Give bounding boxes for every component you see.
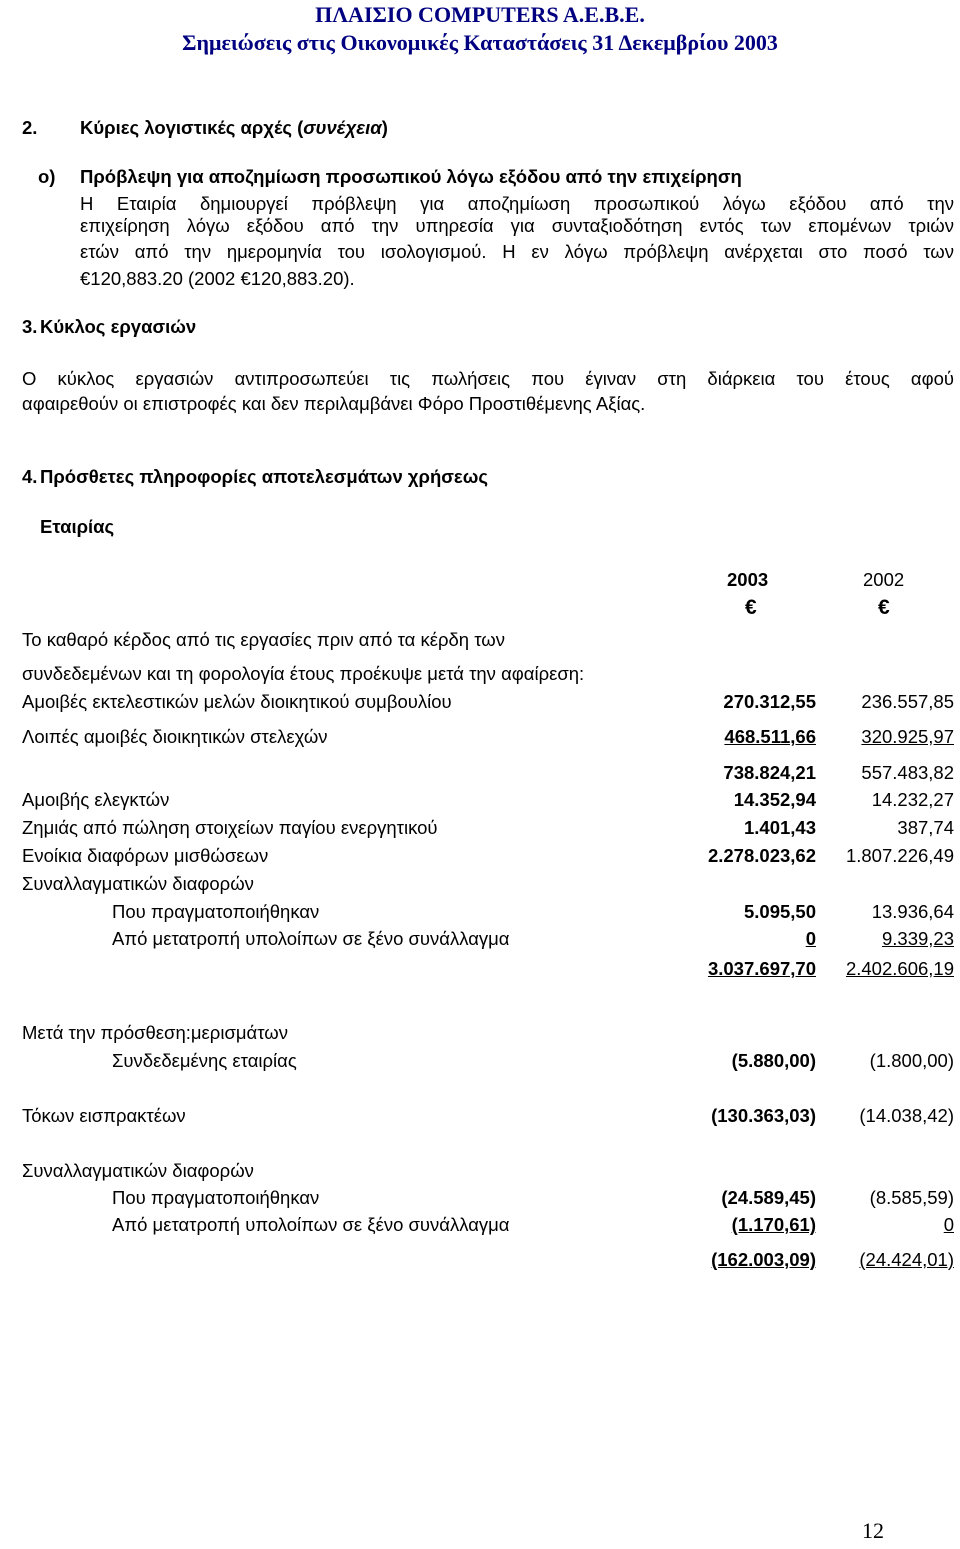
row-value-2002: 13.936,64 [871, 901, 954, 922]
subtotal-2002: 557.483,82 [861, 762, 954, 783]
row-value-2003: 1.401,43 [743, 817, 816, 838]
currency-symbol-2002: € [878, 596, 890, 619]
row-value-2002: 14.232,27 [871, 789, 954, 810]
row-value-2002: 236.557,85 [861, 691, 954, 712]
row-label: Τόκων εισπρακτέων [22, 1105, 186, 1126]
row-value-2002: 0 [943, 1214, 954, 1235]
item-o-letter: o) [38, 166, 56, 187]
row-value-2003: 2.278.023,62 [707, 845, 816, 866]
total-2002: 2.402.606,19 [845, 958, 954, 979]
row-value-2002: (14.038,42) [859, 1105, 954, 1126]
item-o-title: Πρόβλεψη για αποζημίωση προσωπικού λόγω εξόδου από την επιχείρηση [80, 166, 742, 187]
row-value-2002: (1.800,00) [869, 1050, 954, 1071]
intro-line: Το καθαρό κέρδος από τις εργασίες πριν από τα κέρδη των [22, 629, 505, 650]
row-label: Λοιπές αμοιβές διοικητικών στελεχών [22, 726, 328, 747]
row-label: Από μετατροπή υπολοίπων σε ξένο συνάλλαγμα [112, 928, 510, 949]
row-value-2002: 387,74 [897, 817, 954, 838]
page-number: 12 [862, 1518, 884, 1543]
paragraph-line: Η Εταιρία δημιουργεί πρόβλεψη για αποζημίωση προσωπικού λόγω εξόδου από την [80, 193, 954, 214]
paragraph-line: €120,883.20 (2002 €120,883.20). [80, 268, 355, 289]
document-subtitle: Σημειώσεις στις Οικονομικές Καταστάσεις 31 Δεκεμβρίου 2003 [182, 30, 778, 55]
row-label: Συνδεδεμένης εταιρίας [112, 1050, 297, 1071]
row-value-2003: 5.095,50 [743, 901, 816, 922]
total-2003: 3.037.697,70 [707, 958, 816, 979]
row-label: Συναλλαγματικών διαφορών [22, 873, 254, 894]
row-value-2002: 9.339,23 [881, 928, 954, 949]
company-header: ΠΛΑΙΣΙΟ COMPUTERS A.E.B.E. [315, 2, 645, 27]
intro-line: συνδεδεμένων και τη φορολογία έτους προέκυψε μετά την αφαίρεση: [22, 663, 585, 684]
row-label: Αμοιβής ελεγκτών [22, 789, 170, 810]
section4-title: Πρόσθετες πληροφορίες αποτελεσμάτων χρήσεως [40, 466, 488, 487]
row-value-2002: 320.925,97 [861, 726, 954, 747]
row-value-2003: (130.363,03) [711, 1105, 816, 1126]
row-label: Συναλλαγματικών διαφορών [22, 1160, 254, 1181]
row-value-2003: 468.511,66 [724, 726, 816, 747]
row-label: Που πραγματοποιήθηκαν [112, 901, 320, 922]
row-value-2003: 270.312,55 [723, 691, 816, 712]
column-header-2003: 2003 [727, 569, 769, 590]
row-label: Ζημιάς από πώληση στοιχείων παγίου ενεργητικού [22, 817, 438, 838]
row-value-2002: 1.807.226,49 [845, 845, 954, 866]
column-header-2002: 2002 [863, 569, 905, 590]
paragraph-line: επιχείρηση λόγω εξόδου από την υπηρεσία για συνταξιοδότηση εντός των επομένων τριών [80, 215, 954, 236]
paragraph-line: Ο κύκλος εργασιών αντιπροσωπεύει τις πωλήσεις που έγιναν στη διάρκεια του έτους αφού [22, 368, 954, 389]
section2-number: 2. [22, 117, 38, 138]
row-value-2003: 0 [805, 928, 816, 949]
section4-subtitle: Εταιρίας [40, 516, 115, 537]
row-label: Μετά την πρόσθεση:μερισμάτων [22, 1022, 288, 1043]
total-2003: (162.003,09) [711, 1249, 816, 1270]
row-value-2002: (8.585,59) [869, 1187, 954, 1208]
row-value-2003: (5.880,00) [731, 1050, 816, 1071]
row-label: Που πραγματοποιήθηκαν [112, 1187, 320, 1208]
currency-symbol-2003: € [745, 596, 757, 619]
row-label: Αμοιβές εκτελεστικών μελών διοικητικού συμβουλίου [22, 691, 452, 712]
row-value-2003: 14.352,94 [733, 789, 816, 810]
section2-title: Κύριες λογιστικές αρχές (συνέχεια) [80, 117, 388, 138]
paragraph-line: αφαιρεθούν οι επιστροφές και δεν περιλαμβάνει Φόρο Προστιθέμενης Αξίας. [22, 393, 646, 414]
total-2002: (24.424,01) [859, 1249, 954, 1270]
section4-number: 4. [22, 466, 38, 487]
subtotal-2003: 738.824,21 [723, 762, 816, 783]
row-value-2003: (24.589,45) [721, 1187, 816, 1208]
row-value-2003: (1.170,61) [731, 1214, 816, 1235]
paragraph-line: ετών από την ημερομηνία του ισολογισμού. Η εν λόγω πρόβλεψη ανέρχεται στο ποσό των [80, 241, 954, 262]
section3-title: Κύκλος εργασιών [40, 316, 197, 337]
section3-number: 3. [22, 316, 38, 337]
row-label: Από μετατροπή υπολοίπων σε ξένο συνάλλαγμα [112, 1214, 510, 1235]
row-label: Ενοίκια διαφόρων μισθώσεων [22, 845, 269, 866]
